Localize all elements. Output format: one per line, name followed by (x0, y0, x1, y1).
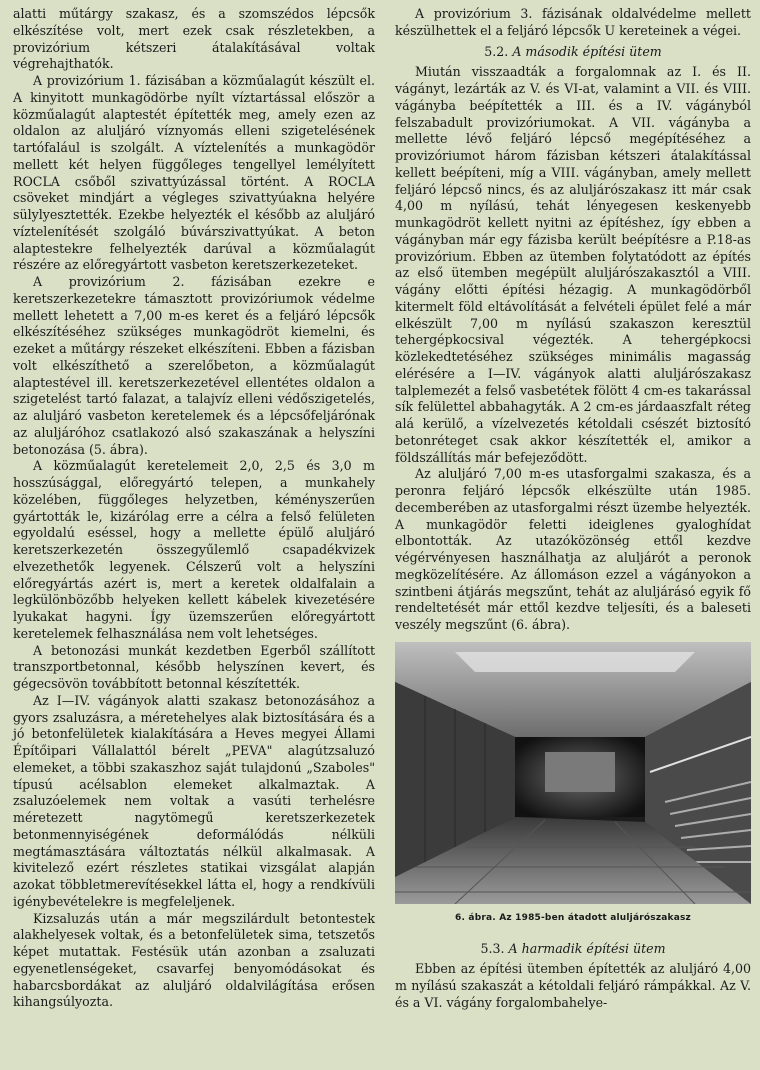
figure-photo (395, 642, 751, 904)
paragraph: Az aluljáró 7,00 m-es utasforgalmi szakasza, és a peronra feljáró lépcsők elkészülte után 1985. decemberében az utasforgalmi részt üzembe helyezték. A munkagödör feletti ideiglenes gyaloghídat elbontották. Az utazóközönség ettől kezdve végérvényesen használhatja az aluljárót a peronok megközelítésére. Az állomáson ezzel a vágányokon a szintbeni átjárás megszűnt, tehát az aluljárásó egyik fő rendeltetését már ettől kezdve teljesíti, és a baleseti veszély megszűnt (6. ábra). (395, 466, 751, 632)
paragraph: Az I—IV. vágányok alatti szakasz betonozásához a gyors zsaluzásra, a méretehelyes alak biztosítására és a jó betonfelületek kialakítására a Heves megyei Állami Építőipari Vállalattól bérelt „PEVA" alagútzsaluzó elemeket, a többi szakaszhoz saját tulajdonú „Szaboles" típusú acélsablon elemeket alkalmaztak. A zsaluzóelemek nem voltak a vasúti terhelésre méretezett nagytömegű keretszerkezetek betonmennyiségének deformálódás nélküli megtámasztására változtatás nélkül alkalmasak. A kivitelező ezért részletes statikai vizsgálat alapján azokat többletmerevítésekkel látta el, hogy a rendkívüli igénybevételekre is megfeleljenek. (13, 692, 375, 909)
section-title: A harmadik építési ütem (508, 940, 666, 956)
section-number: 5.3. (480, 940, 505, 956)
paragraph: A provizórium 3. fázisának oldalvédelme mellett készülhettek el a feljáró lépcsők U kereteinek a végei. (395, 6, 751, 38)
underpass-photo (395, 642, 751, 904)
left-column (13, 6, 375, 1011)
paragraph: Miután visszaadták a forgalomnak az I. és II. vágányt, lezárták az V. és VI-at, valamint a VII. és VIII. vágányba beépítették a III. és a IV. vágányból felszabadult provizóriumokat. A VII. vágányba a mellette lévő feljáró lépcső megépítéséhez a provizóriumot három fázisban kétszeri átalakítással kellett beépíteni, míg a VIII. vágányban, amely mellett feljáró lépcső nincs, és az aluljárószakasz itt már csak 4,00 m nyílású, tehát lényegesen keskenyebb munkagödröt kellett nyitni az építéshez, így ebben a vágányban már egy fázisba került beépítésre a P.18-as provizórium. Ebben az ütemben folytatódott az építés az első ütemben megépült aluljárószakasztól a VIII. vágány előtti építési hézagig. A munkagödörből kitermelt föld eltávolítását a felvételi épület felé a már elkészült 7,00 m nyílású szakaszon keresztül tehergépkocsival végezték. A tehergépkocsi közlekedtetéséhez szükséges minimális magasság elérésére a I—IV. vágányok alatti aluljárószakasz talplemezét a felső vasbetétek fölött 4 cm-es takarással sík felülettel abbahagyták. A 2 cm-es járdaaszfalt réteg alá kerülő, a vízelvezetés kétoldali csészét biztosító betonréteget csak akkor készítették el, amikor a földszállítás már befejeződött. (395, 64, 751, 465)
section-heading (395, 941, 751, 958)
section-title: A második építési ütem (512, 43, 662, 59)
paragraph: Ebben az építési ütemben építették az aluljáró 4,00 m nyílású szakaszát a kétoldali feljáró rámpákkal. Az V. és a VI. vágány forgalombahelye- (395, 961, 751, 1010)
paragraph: Kizsaluzás után a már megszilárdult betontestek alakhelyesek voltak, és a betonfelületek sima, tetszetős képet mutattak. Festésük után azonban a zsaluzati egyenetlenségeket, csavarfej benyomódásokat és habarcsbordákat az aluljáró oldalvilágítása erősen kihangsúlyozta. (13, 910, 375, 1010)
paragraph: A betonozási munkát kezdetben Egerből szállított transzportbetonnal, később helyszínen kevert, és gégecsövön továbbított betonnal készítették. (13, 642, 375, 691)
paragraph: alatti műtárgy szakasz, és a szomszédos lépcsők elkészítése volt, mert ezek csak részletekben, a provizórium kétszeri átalakításával voltak végrehajthatók. (13, 6, 375, 72)
section-heading (395, 44, 751, 61)
right-column (395, 6, 751, 1012)
section-number: 5.2. (484, 43, 509, 59)
paragraph: A közműalagút keretelemeit 2,0, 2,5 és 3,0 m hosszúsággal, előregyártó telepen, a munkahely közelében, függőleges helyzetben, kéményszerűen gyártották le, kizárólag erre a célra a felső felületen egyoldalú eséssel, hogy a mellette épülő aluljáró keretszerkezetén összegyűlemlő csapadékvizek elvezethetők legyenek. Célszerű volt a helyszíni előregyártás azért is, mert a keretek oldalfalain a legkülönbözőbb helyeken kellett kábelek kivezetésére lyukakat hagyni. Így üzemszerűen előregyártott keretelemek felhasználása nem volt lehetséges. (13, 458, 375, 641)
paragraph: A provizórium 2. fázisában ezekre e keretszerkezetekre támasztott provizóriumok védelme mellett lehetett a 7,00 m-es keret és a feljáró lépcsők elkészítéséhez szükséges munkagödröt kiemelni, és ezeket a műtárgy részeket elkészíteni. Ebben a fázisban volt elkészíthető a szerelőbeton, a közműalagút alaptestével ill. keretszerkezetével ellentétes oldalon a szigetelést tartó falazat, a talajvíz elleni védőszigetelés, az aluljáró vasbeton keretelemek és a lépcsőfeljárónak az aluljáróhoz csatlakozó alsó szakaszának a helyszíni betonozása (5. ábra). (13, 274, 375, 457)
figure-caption: 6. ábra. Az 1985-ben átadott aluljárószakasz (455, 912, 691, 923)
paragraph: A provizórium 1. fázisában a közműalagút készült el. A kinyitott munkagödörbe nyílt víztartással először a közműalagút alaptestét építették meg, amely ezen az oldalon az aluljáró víznyomás elleni szigetelésének tartófalául is szolgált. A víztelenítés a munkagödör mellett két helyen függőleges tengellyel lemélyített ROCLA csőből szivattyúzással történt. A ROCLA csöveket mindjárt a végleges szivattyúakna helyére sülylyesztették. Ezekbe helyezték el később az aluljáró víztelenítését szolgáló búvárszivattyúkat. A beton alaptestekre felhelyezték darúval a közműalagút részére az előregyártott vasbeton keretszerkezeteket. (13, 73, 375, 273)
